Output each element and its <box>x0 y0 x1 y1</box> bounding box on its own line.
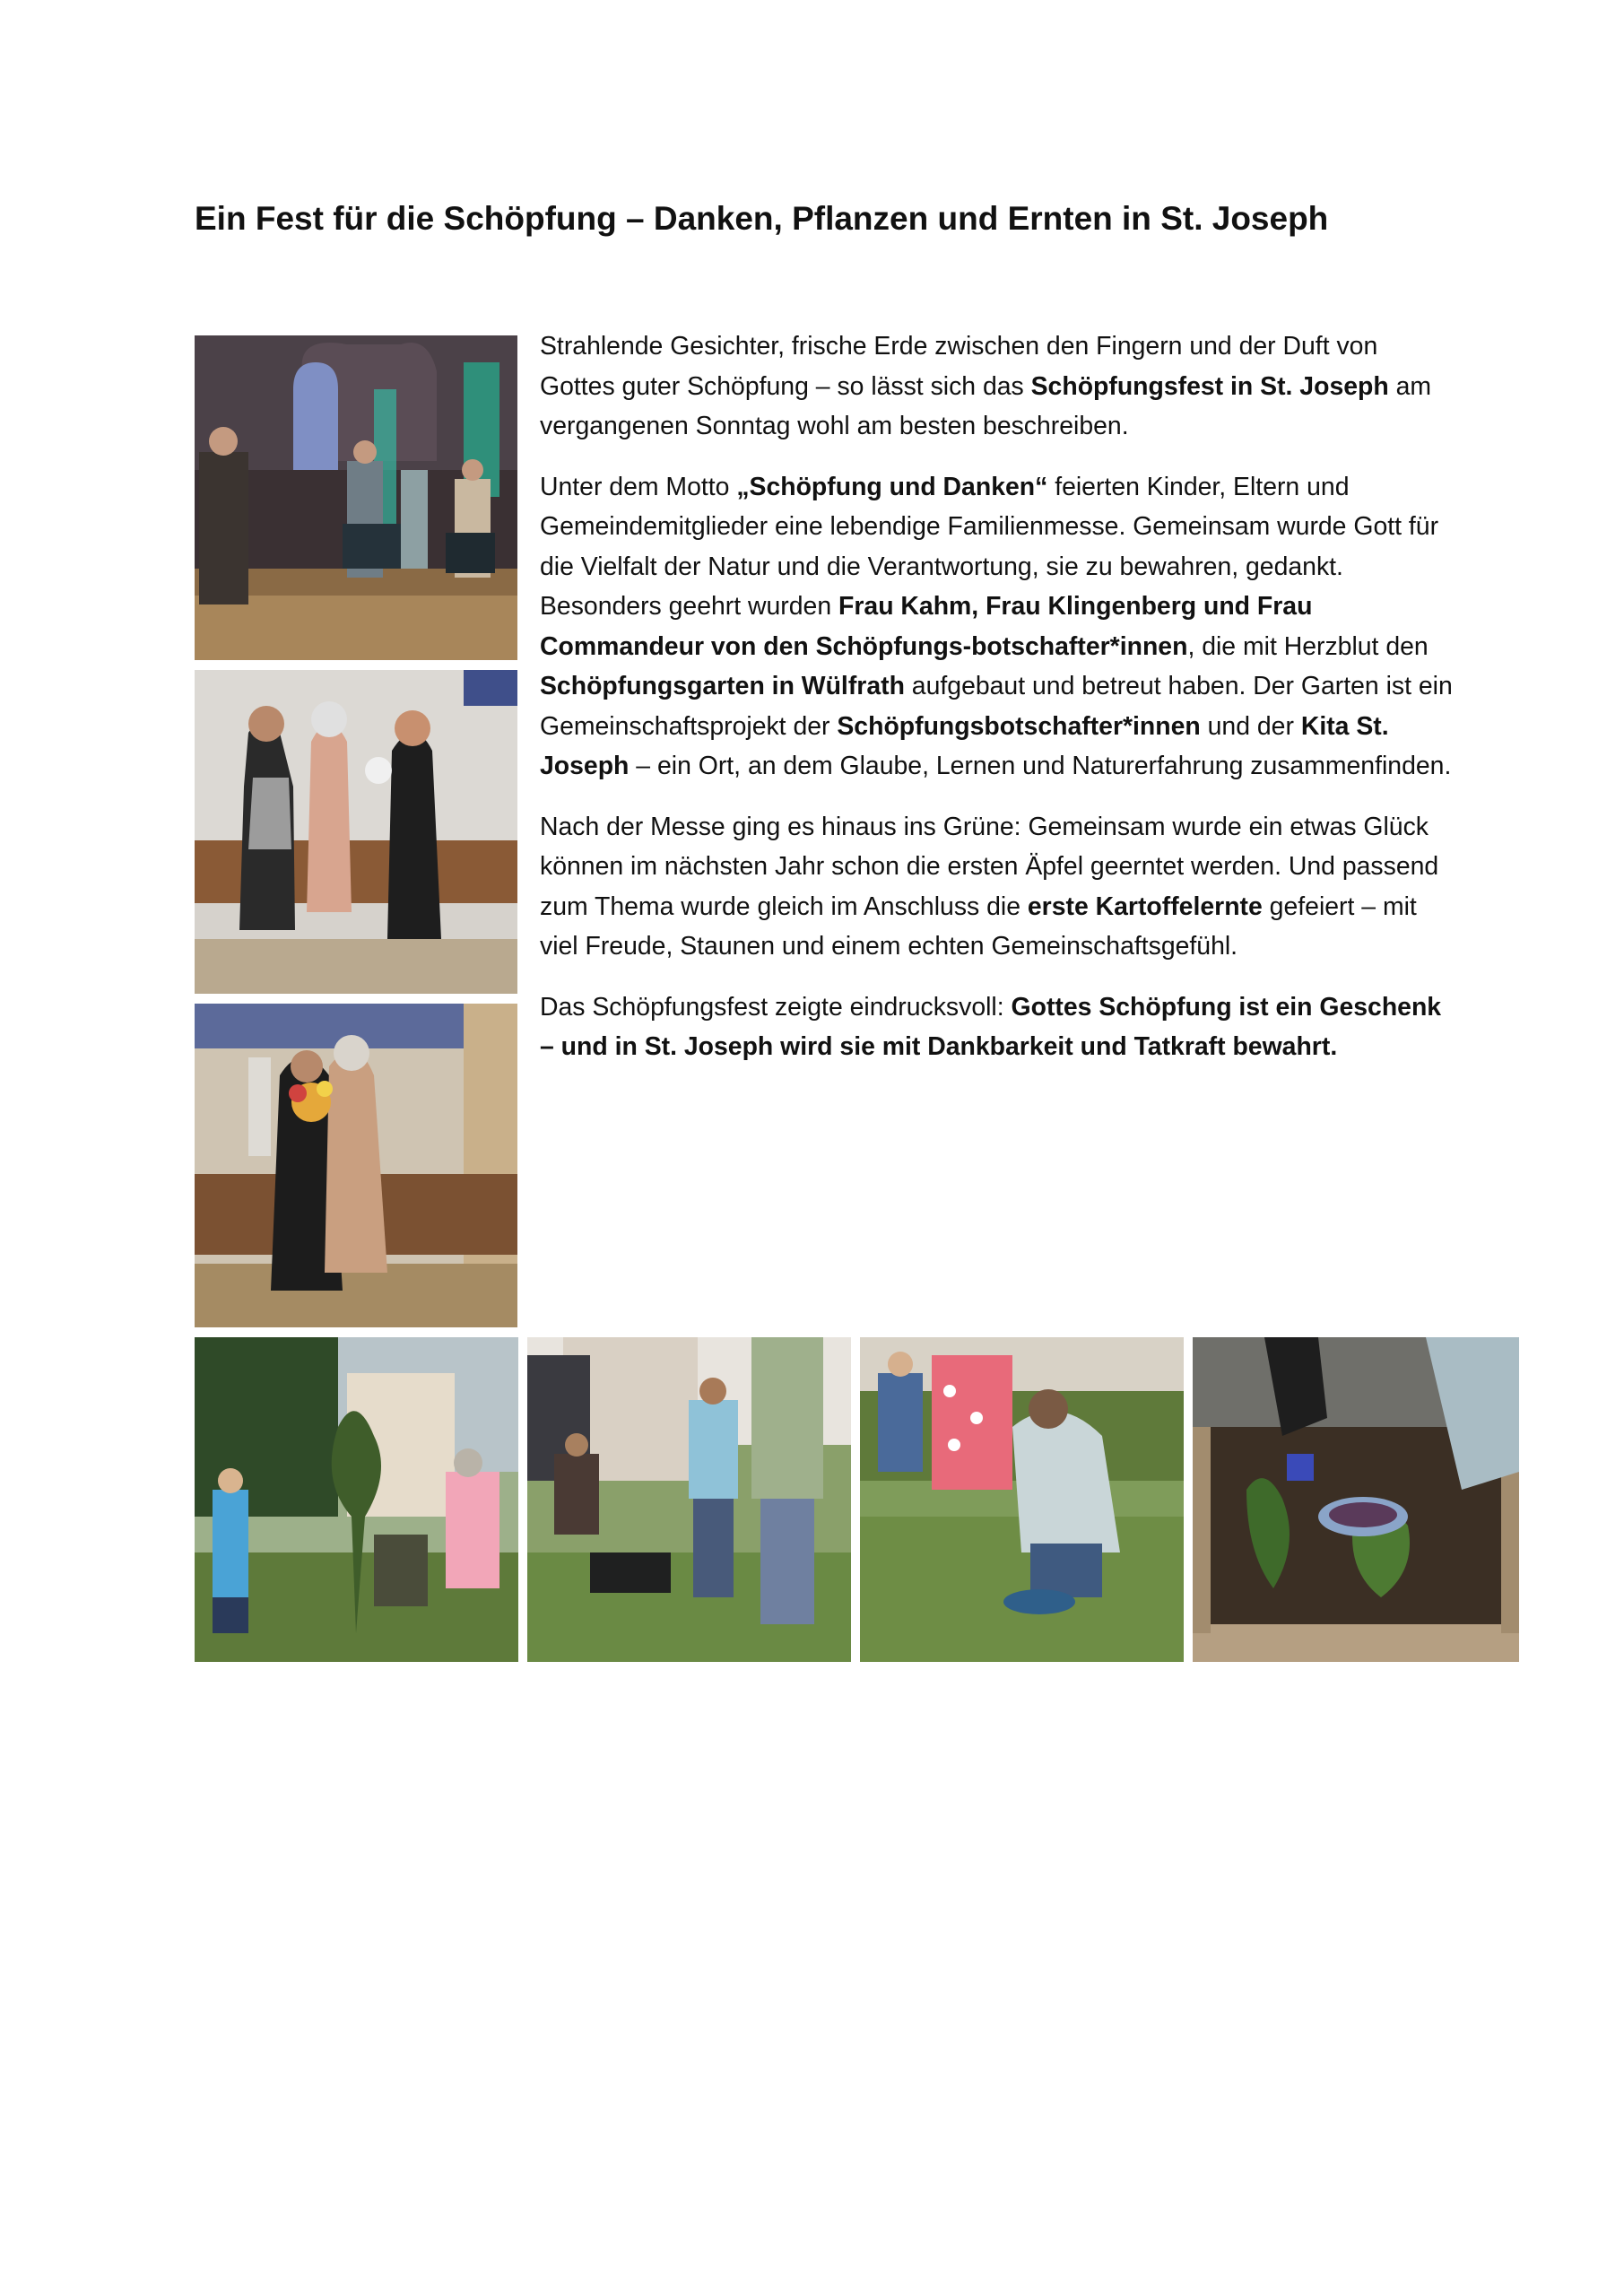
photo-embrace-flowers <box>195 1004 517 1327</box>
photo-church-mass <box>195 335 517 660</box>
photo-child-crouching <box>860 1337 1184 1662</box>
article-paragraph-4: Das Schöpfungsfest zeigte eindrucksvoll: Gottes Schöpfung ist ein Geschenk – und in St. Joseph wird sie mit Dankbarkeit und Tatkraft bewahrt. <box>540 992 1442 1061</box>
article-title: Ein Fest für die Schöpfung – Danken, Pflanzen und Ernten in St. Joseph <box>195 200 1329 237</box>
article-paragraph-1: Strahlende Gesichter, frische Erde zwischen den Fingern und der Duft von Gottes guter Schöpfung – so lässt sich das Schöpfungsfest in St. Joseph am vergangenen Sonntag wohl am besten beschreiben. <box>540 332 1432 440</box>
photo-potato-harvest <box>1193 1337 1519 1662</box>
photo-planting-tree <box>195 1337 518 1662</box>
photo-honoring-ceremony <box>195 670 517 994</box>
article-body <box>540 326 1455 1088</box>
photo-kids-watering <box>527 1337 851 1662</box>
article-paragraph-3: Nach der Messe ging es hinaus ins Grüne: Gemeinsam wurde ein etwas Glück können im nächsten Jahr schon die ersten Äpfel geerntet werden. Und passend zum Thema wurde gleich im Anschluss die erste Kartoffelernte gefeiert – mit viel Freude, Staunen und einem echten Gemeinschaftsgefühl. <box>540 812 1439 961</box>
article-paragraph-2: Unter dem Motto „Schöpfung und Danken“ feierten Kinder, Eltern und Gemeindemitglieder eine lebendige Familienmesse. Gemeinsam wurde Gott für die Vielfalt der Natur und die Verantwortung, sie zu bewahren, gedankt. Besonders geehrt wurden Frau Kahm, Frau Klingenberg und Frau Commandeur von den Schöpfungs-botschafter*innen, die mit Herzblut den Schöpfungsgarten in Wülfrath aufgebaut und betreut haben. Der Garten ist ein Gemeinschaftsprojekt der Schöpfungsbotschafter*innen und der Kita St. Joseph – ein Ort, an dem Glaube, Lernen und Naturerfahrung zusammenfinden. <box>540 472 1453 780</box>
